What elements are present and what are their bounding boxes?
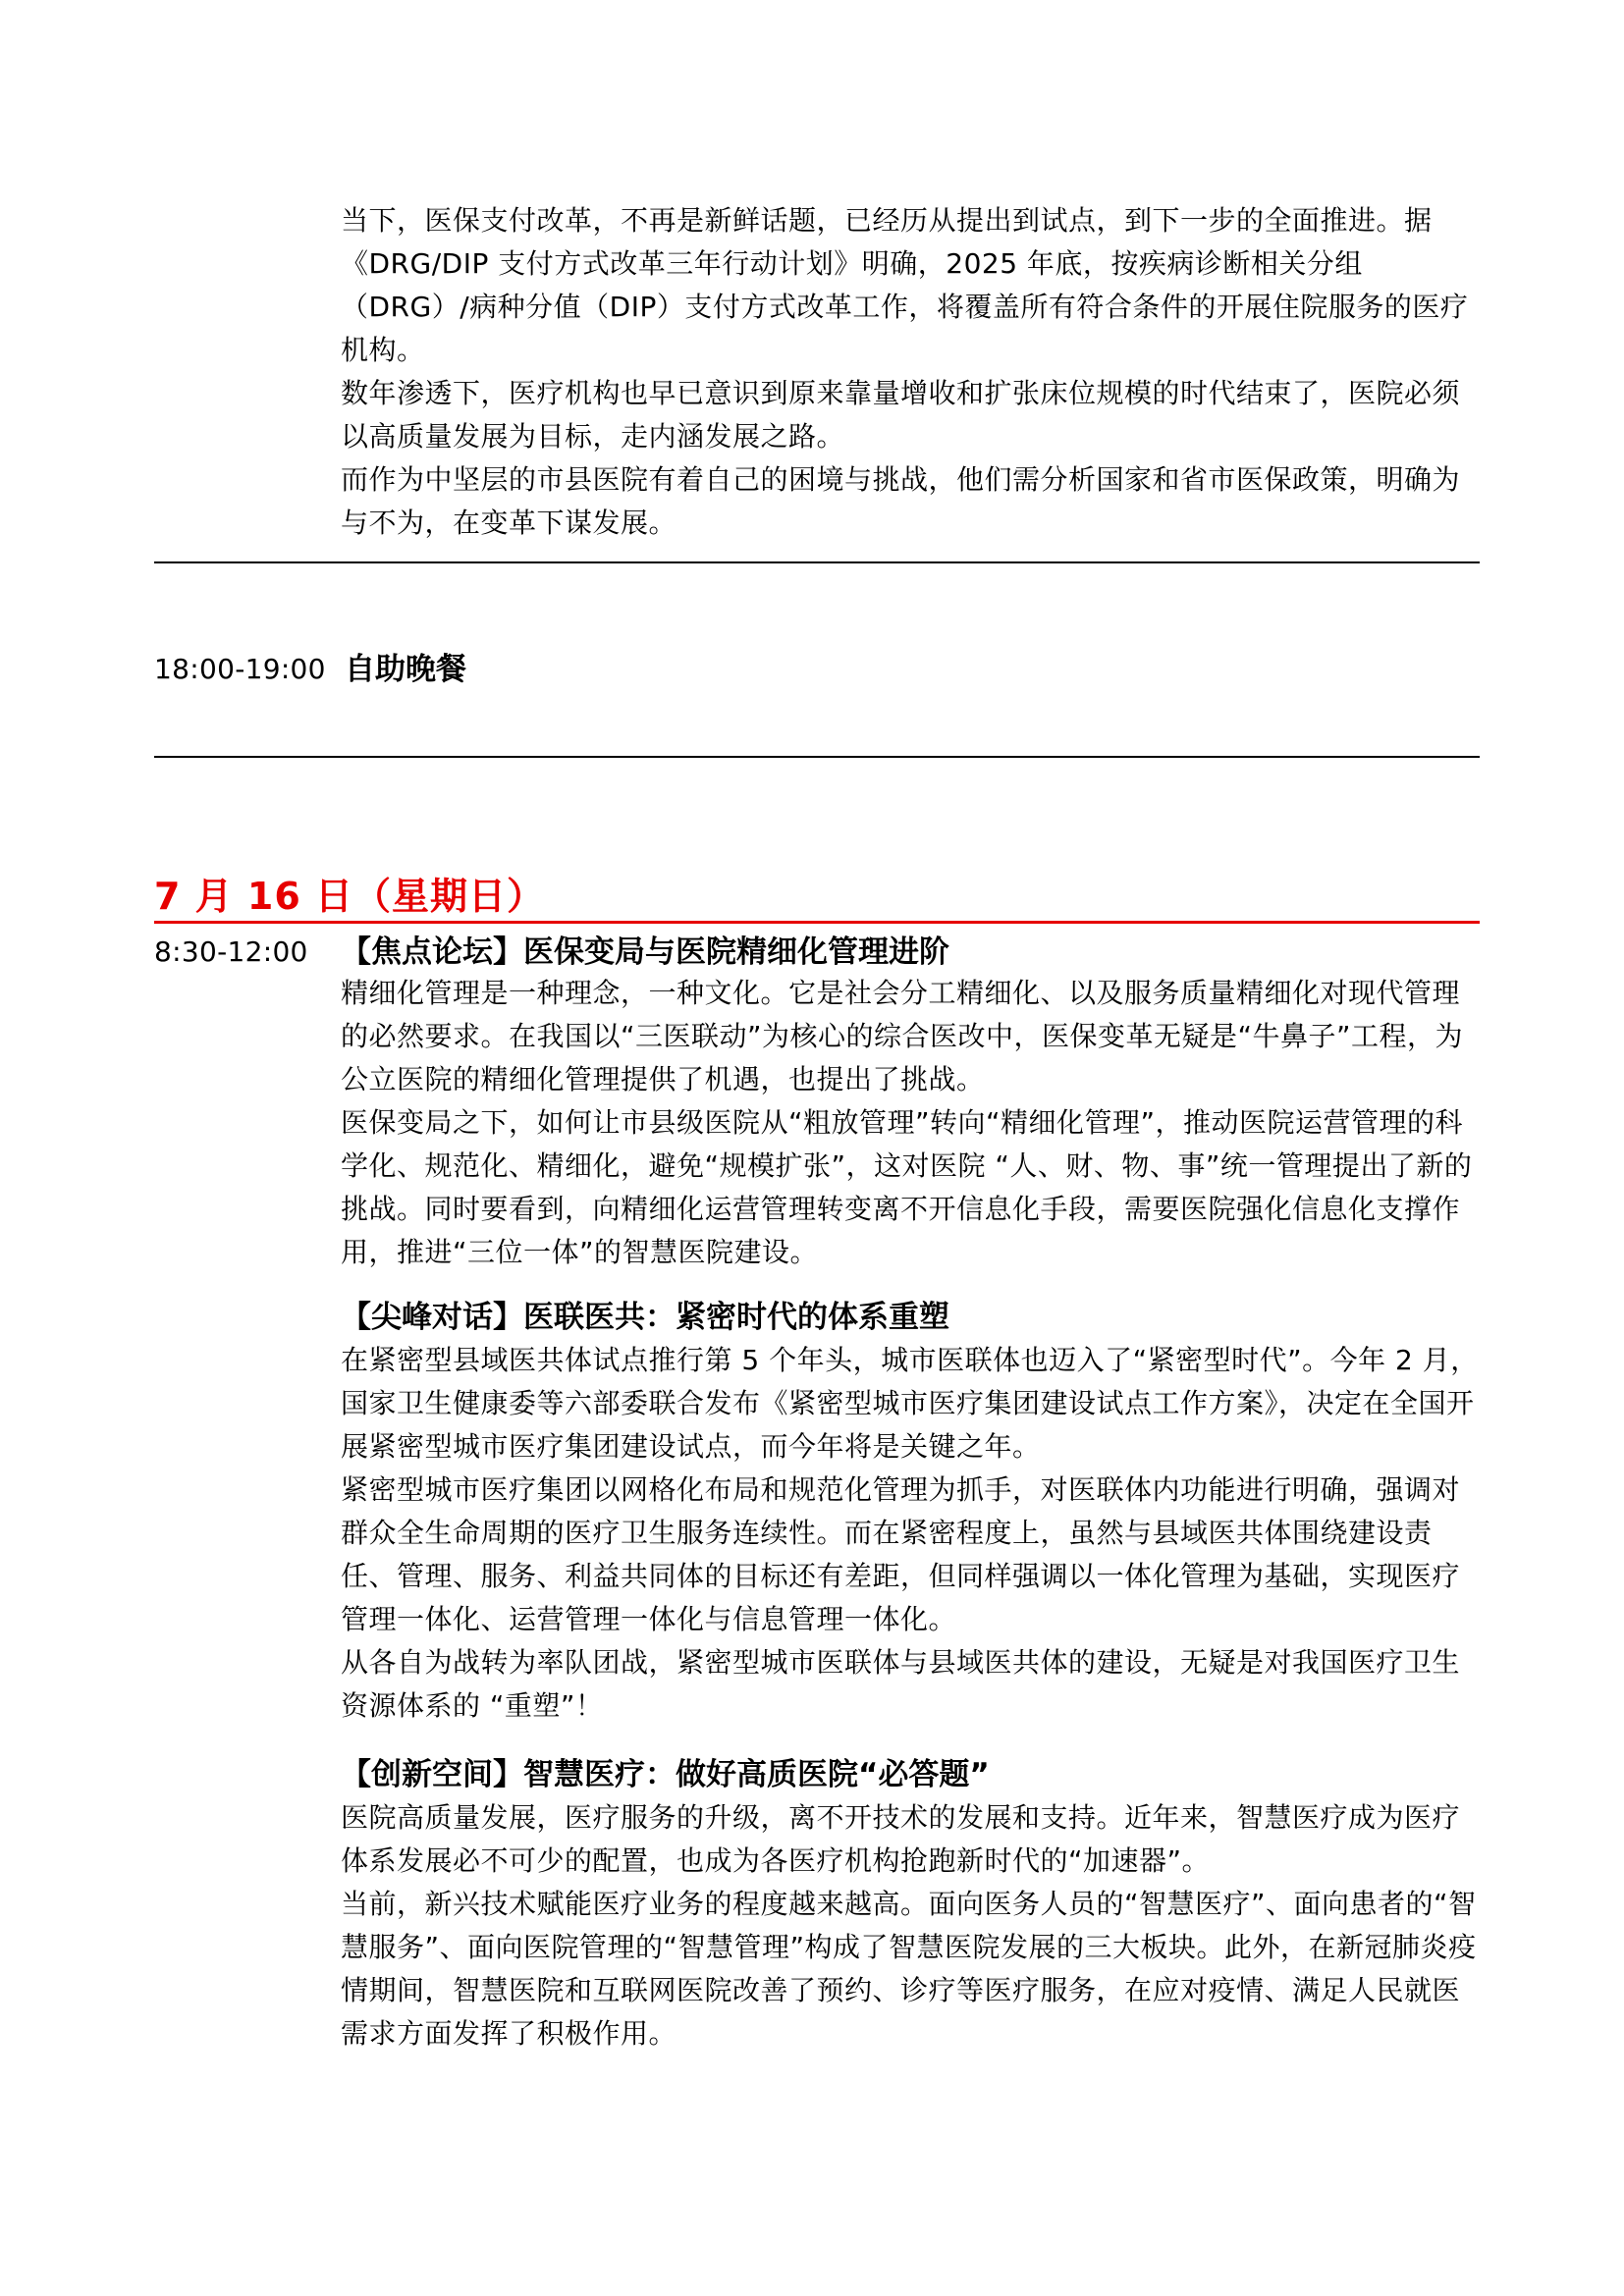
intro-paragraph: 当下，医保支付改革，不再是新鲜话题，已经历从提出到试点，到下一步的全面推进。据《DRG/DIP 支付方式改革三年行动计划》明确，2025 年底，按疾病诊断相关分组（DRG）/病种分值（DIP）支付方式改革工作，将覆盖所有符合条件的开展住院服务的医疗机构。: [341, 204, 1469, 366]
session-paragraph: 从各自为战转为率队团战，紧密型城市医联体与县域医共体的建设，无疑是对我国医疗卫生资源体系的 “重塑”！: [341, 1646, 1461, 1722]
session-time: 8:30-12:00: [154, 935, 308, 968]
date-header: [154, 872, 1480, 924]
session-title-peak-dialogue: 【尖峰对话】医联医共：紧密时代的体系重塑: [341, 1300, 949, 1335]
session-paragraph: 医院高质量发展，医疗服务的升级，离不开技术的发展和支持。近年来，智慧医疗成为医疗体系发展必不可少的配置，也成为各医疗机构抢跑新时代的“加速器”。: [341, 1801, 1461, 1877]
session-paragraph: 紧密型城市医疗集团以网格化布局和规范化管理为抓手，对医联体内功能进行明确，强调对群众全生命周期的医疗卫生服务连续性。而在紧密程度上，虽然与县域医共体围绕建设责任、管理、服务、利益共同体的目标还有差距，但同样强调以一体化管理为基础，实现医疗管理一体化、运营管理一体化与信息管理一体化。: [341, 1473, 1461, 1635]
dinner-title: 自助晚餐: [345, 652, 466, 687]
session-title-focus-forum: 【焦点论坛】医保变局与医院精细化管理进阶: [341, 934, 949, 970]
session-paragraph: 精细化管理是一种理念，一种文化。它是社会分工精细化、以及服务质量精细化对现代管理的必然要求。在我国以“三医联动”为核心的综合医改中，医保变革无疑是“牛鼻子”工程，为公立医院的精细化管理提供了机遇，也提出了挑战。: [341, 977, 1464, 1095]
session-title-innovation-space: 【创新空间】智慧医疗：做好高质医院“必答题”: [341, 1757, 990, 1792]
divider: [154, 756, 1480, 758]
session-paragraph: 医保变局之下，如何让市县级医院从“粗放管理”转向“精细化管理”，推动医院运营管理的科学化、规范化、精细化，避免“规模扩张”，这对医院 “人、财、物、事”统一管理提出了新的挑战。同时要看到，向精细化运营管理转变离不开信息化手段，需要医院强化信息化支撑作用，推进“三位一体”的智慧医院建设。: [341, 1106, 1473, 1268]
session-body-innovation-space: [341, 1796, 1480, 2056]
session-body-peak-dialogue: [341, 1339, 1480, 1728]
session-paragraph: 在紧密型县域医共体试点推行第 5 个年头，城市医联体也迈入了“紧密型时代”。今年 2 月，国家卫生健康委等六部委联合发布《紧密型城市医疗集团建设试点工作方案》，决定在全国开展紧密型城市医疗集团建设试点，而今年将是关键之年。: [341, 1344, 1479, 1463]
session-body-focus-forum: [341, 972, 1480, 1274]
date-label: 7 月 16 日（星期日）: [154, 875, 546, 918]
divider: [154, 561, 1480, 563]
intro-paragraph: 数年渗透下，医疗机构也早已意识到原来靠量增收和扩张床位规模的时代结束了，医院必须以高质量发展为目标，走内涵发展之路。: [341, 377, 1461, 453]
session-paragraph: 当前，新兴技术赋能医疗业务的程度越来越高。面向医务人员的“智慧医疗”、面向患者的“智慧服务”、面向医院管理的“智慧管理”构成了智慧医院发展的三大板块。此外，在新冠肺炎疫情期间，智慧医院和互联网医院改善了预约、诊疗等医疗服务，在应对疫情、满足人民就医需求方面发挥了积极作用。: [341, 1888, 1477, 2050]
intro-paragraph: 而作为中坚层的市县医院有着自己的困境与挑战，他们需分析国家和省市医保政策，明确为与不为，在变革下谋发展。: [341, 463, 1461, 539]
dinner-time: 18:00-19:00: [154, 653, 326, 685]
intro-text: [341, 199, 1480, 545]
